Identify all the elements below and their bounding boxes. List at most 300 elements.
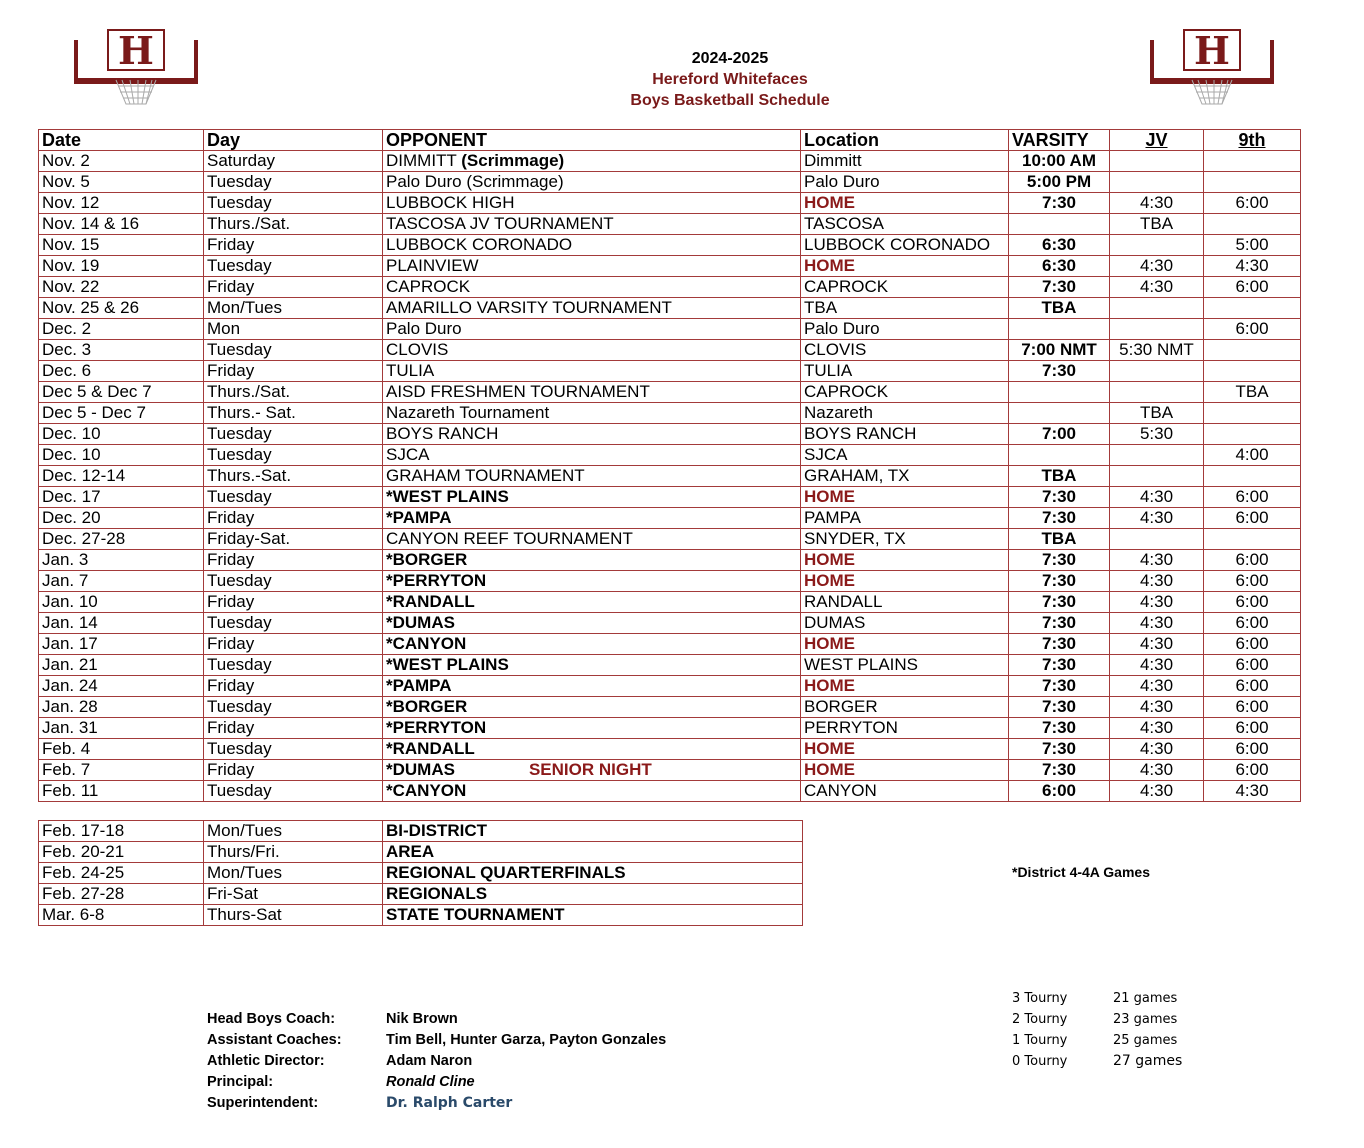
game-date: Nov. 12 — [39, 193, 204, 214]
freshman-time: 6:00 — [1204, 697, 1301, 718]
game-date: Dec. 3 — [39, 340, 204, 361]
game-date: Jan. 14 — [39, 613, 204, 634]
opponent-name: *PERRYTON — [386, 571, 487, 590]
tourny-count: 0 Tourny — [1012, 1054, 1068, 1069]
jv-time: 4:30 — [1110, 760, 1204, 781]
game-location: BOYS RANCH — [801, 424, 1009, 445]
freshman-time: 6:00 — [1204, 634, 1301, 655]
freshman-time: 6:00 — [1204, 508, 1301, 529]
game-date: Jan. 24 — [39, 676, 204, 697]
game-location: HOME — [801, 487, 1009, 508]
table-row — [39, 403, 1301, 424]
game-location: CAPROCK — [801, 277, 1009, 298]
varsity-time: 7:30 — [1009, 592, 1110, 613]
district-note: *District 4-4A Games — [1012, 864, 1150, 880]
game-opponent — [383, 277, 801, 298]
staff-list — [207, 1009, 727, 1119]
game-opponent — [383, 592, 801, 613]
game-day: Friday — [204, 361, 383, 382]
freshman-time — [1204, 403, 1301, 424]
playoff-round: AREA — [383, 842, 803, 863]
playoff-round: BI-DISTRICT — [383, 821, 803, 842]
svg-text:H: H — [118, 28, 154, 73]
opponent-name: LUBBOCK CORONADO — [386, 235, 573, 254]
game-date: Feb. 7 — [39, 760, 204, 781]
svg-text:H: H — [1194, 28, 1230, 73]
game-opponent — [383, 529, 801, 550]
playoff-date: Feb. 20-21 — [39, 842, 204, 863]
jv-time: 4:30 — [1110, 592, 1204, 613]
jv-time: TBA — [1110, 214, 1204, 235]
game-day: Friday — [204, 676, 383, 697]
playoff-day: Thurs/Fri. — [204, 842, 383, 863]
game-location: PAMPA — [801, 508, 1009, 529]
table-header-row — [39, 130, 1301, 151]
game-location: HOME — [801, 550, 1009, 571]
jv-time: 4:30 — [1110, 550, 1204, 571]
game-date: Dec. 10 — [39, 445, 204, 466]
varsity-time: 7:30 — [1009, 634, 1110, 655]
opponent-name: CANYON REEF TOURNAMENT — [386, 529, 633, 548]
games-count: 27 games — [1113, 1053, 1183, 1069]
varsity-time: 7:30 — [1009, 760, 1110, 781]
staff-role: Assistant Coaches: — [207, 1032, 342, 1048]
header-jv: JV — [1110, 130, 1204, 151]
staff-name: Nik Brown — [386, 1011, 458, 1027]
jv-time: 4:30 — [1110, 781, 1204, 802]
tourny-count: 1 Tourny — [1012, 1033, 1068, 1048]
freshman-time: 6:00 — [1204, 655, 1301, 676]
game-opponent — [383, 235, 801, 256]
game-date: Nov. 2 — [39, 151, 204, 172]
game-date: Jan. 28 — [39, 697, 204, 718]
opponent-name: TULIA — [386, 361, 435, 380]
game-opponent — [383, 298, 801, 319]
jv-time — [1110, 298, 1204, 319]
jv-time — [1110, 382, 1204, 403]
game-opponent — [383, 256, 801, 277]
playoff-row — [39, 863, 803, 884]
freshman-time: 6:00 — [1204, 550, 1301, 571]
game-opponent — [383, 613, 801, 634]
tally-row — [1012, 1051, 1182, 1072]
table-row — [39, 781, 1301, 802]
jv-time — [1110, 529, 1204, 550]
jv-time — [1110, 319, 1204, 340]
game-location: PERRYTON — [801, 718, 1009, 739]
opponent-name: Palo Duro — [386, 319, 462, 338]
freshman-time: 6:00 — [1204, 718, 1301, 739]
varsity-time: 7:30 — [1009, 718, 1110, 739]
freshman-time: 6:00 — [1204, 193, 1301, 214]
game-location: Nazareth — [801, 403, 1009, 424]
tourny-count: 3 Tourny — [1012, 991, 1068, 1006]
game-opponent — [383, 655, 801, 676]
header-9th: 9th — [1204, 130, 1301, 151]
game-opponent — [383, 697, 801, 718]
game-location: RANDALL — [801, 592, 1009, 613]
freshman-time — [1204, 340, 1301, 361]
game-location: HOME — [801, 193, 1009, 214]
game-location: Palo Duro — [801, 319, 1009, 340]
opponent-name: *WEST PLAINS — [386, 655, 509, 674]
opponent-name: *BORGER — [386, 697, 468, 716]
game-date: Dec. 10 — [39, 424, 204, 445]
jv-time: 5:30 NMT — [1110, 340, 1204, 361]
freshman-time: 6:00 — [1204, 760, 1301, 781]
table-row — [39, 256, 1301, 277]
schedule-table — [38, 129, 1301, 802]
game-date: Jan. 3 — [39, 550, 204, 571]
freshman-time — [1204, 298, 1301, 319]
tally-row — [1012, 988, 1177, 1009]
opponent-name: *PERRYTON — [386, 718, 487, 737]
playoff-row — [39, 842, 803, 863]
game-location: HOME — [801, 676, 1009, 697]
game-opponent — [383, 403, 801, 424]
game-day: Tuesday — [204, 571, 383, 592]
game-day: Tuesday — [204, 781, 383, 802]
game-opponent — [383, 760, 801, 781]
table-row — [39, 382, 1301, 403]
game-date: Dec. 6 — [39, 361, 204, 382]
freshman-time — [1204, 466, 1301, 487]
game-location: TBA — [801, 298, 1009, 319]
opponent-name: Nazareth Tournament — [386, 403, 550, 422]
table-row — [39, 277, 1301, 298]
game-day: Mon — [204, 319, 383, 340]
opponent-name: *CANYON — [386, 634, 467, 653]
game-day: Thurs./Sat. — [204, 382, 383, 403]
game-day: Thurs.- Sat. — [204, 403, 383, 424]
varsity-time: 7:30 — [1009, 697, 1110, 718]
game-location: HOME — [801, 571, 1009, 592]
table-row — [39, 319, 1301, 340]
game-day: Tuesday — [204, 172, 383, 193]
page-header — [0, 48, 1364, 111]
freshman-time: 6:00 — [1204, 571, 1301, 592]
varsity-time: 7:30 — [1009, 613, 1110, 634]
game-day: Friday — [204, 592, 383, 613]
game-opponent — [383, 571, 801, 592]
jv-time — [1110, 172, 1204, 193]
table-row — [39, 361, 1301, 382]
freshman-time: 6:00 — [1204, 319, 1301, 340]
game-day: Friday — [204, 508, 383, 529]
opponent-name: AMARILLO VARSITY TOURNAMENT — [386, 298, 672, 317]
header-opponent: OPPONENT — [383, 130, 801, 151]
opponent-name: BOYS RANCH — [386, 424, 499, 443]
game-opponent — [383, 193, 801, 214]
game-location: WEST PLAINS — [801, 655, 1009, 676]
game-day: Thurs.-Sat. — [204, 466, 383, 487]
scrimmage-label: (Scrimmage) — [461, 151, 565, 170]
table-row — [39, 508, 1301, 529]
schedule-title: Boys Basketball Schedule — [630, 92, 830, 109]
game-opponent — [383, 718, 801, 739]
opponent-name: LUBBOCK HIGH — [386, 193, 515, 212]
table-row — [39, 739, 1301, 760]
season-label: 2024-2025 — [691, 50, 769, 67]
staff-role: Athletic Director: — [207, 1053, 325, 1069]
opponent-name: GRAHAM TOURNAMENT — [386, 466, 585, 485]
freshman-time: 4:30 — [1204, 256, 1301, 277]
games-count: 23 games — [1113, 1012, 1178, 1027]
varsity-time: TBA — [1009, 466, 1110, 487]
freshman-time — [1204, 172, 1301, 193]
game-date: Jan. 7 — [39, 571, 204, 592]
game-day: Tuesday — [204, 193, 383, 214]
playoff-date: Mar. 6-8 — [39, 905, 204, 926]
playoff-round: REGIONALS — [383, 884, 803, 905]
table-row — [39, 613, 1301, 634]
varsity-time — [1009, 403, 1110, 424]
game-location: CAPROCK — [801, 382, 1009, 403]
game-day: Tuesday — [204, 697, 383, 718]
jv-time: 4:30 — [1110, 718, 1204, 739]
tourny-count: 2 Tourny — [1012, 1012, 1068, 1027]
opponent-name: *BORGER — [386, 550, 468, 569]
playoff-day: Fri-Sat — [204, 884, 383, 905]
varsity-time: 7:30 — [1009, 508, 1110, 529]
game-date: Dec. 17 — [39, 487, 204, 508]
jv-time: TBA — [1110, 403, 1204, 424]
jv-time — [1110, 235, 1204, 256]
varsity-time — [1009, 445, 1110, 466]
varsity-time — [1009, 214, 1110, 235]
freshman-time: 6:00 — [1204, 277, 1301, 298]
table-row — [39, 151, 1301, 172]
game-opponent — [383, 340, 801, 361]
table-row — [39, 487, 1301, 508]
game-day: Friday-Sat. — [204, 529, 383, 550]
table-row — [39, 529, 1301, 550]
varsity-time: 7:30 — [1009, 487, 1110, 508]
game-day: Tuesday — [204, 424, 383, 445]
table-row — [39, 172, 1301, 193]
game-date: Feb. 11 — [39, 781, 204, 802]
game-date: Feb. 4 — [39, 739, 204, 760]
game-opponent — [383, 676, 801, 697]
table-row — [39, 445, 1301, 466]
playoff-day: Mon/Tues — [204, 821, 383, 842]
jv-time — [1110, 151, 1204, 172]
game-opponent — [383, 151, 801, 172]
game-opponent — [383, 550, 801, 571]
game-day: Tuesday — [204, 613, 383, 634]
varsity-time: 7:00 — [1009, 424, 1110, 445]
playoff-day: Thurs-Sat — [204, 905, 383, 926]
table-row — [39, 571, 1301, 592]
table-row — [39, 550, 1301, 571]
game-location: LUBBOCK CORONADO — [801, 235, 1009, 256]
varsity-time: TBA — [1009, 298, 1110, 319]
game-date: Dec 5 & Dec 7 — [39, 382, 204, 403]
game-location: Palo Duro — [801, 172, 1009, 193]
game-opponent — [383, 781, 801, 802]
table-row — [39, 466, 1301, 487]
game-day: Tuesday — [204, 256, 383, 277]
game-date: Nov. 22 — [39, 277, 204, 298]
varsity-time: 7:30 — [1009, 676, 1110, 697]
header-day: Day — [204, 130, 383, 151]
opponent-name: *RANDALL — [386, 739, 475, 758]
table-row — [39, 634, 1301, 655]
staff-role: Superintendent: — [207, 1095, 319, 1111]
opponent-name: Palo Duro (Scrimmage) — [386, 172, 564, 191]
jv-time: 4:30 — [1110, 487, 1204, 508]
varsity-time: 6:00 — [1009, 781, 1110, 802]
varsity-time: 7:00 NMT — [1009, 340, 1110, 361]
game-date: Jan. 21 — [39, 655, 204, 676]
game-date: Dec. 27-28 — [39, 529, 204, 550]
game-opponent — [383, 214, 801, 235]
game-location: HOME — [801, 739, 1009, 760]
varsity-time: TBA — [1009, 529, 1110, 550]
freshman-time — [1204, 529, 1301, 550]
playoff-date: Feb. 27-28 — [39, 884, 204, 905]
game-location: Dimmitt — [801, 151, 1009, 172]
table-row — [39, 655, 1301, 676]
playoff-row — [39, 884, 803, 905]
jv-time: 4:30 — [1110, 697, 1204, 718]
freshman-time — [1204, 214, 1301, 235]
jv-time — [1110, 361, 1204, 382]
games-count: 21 games — [1113, 991, 1178, 1006]
table-row — [39, 214, 1301, 235]
staff-role: Head Boys Coach: — [207, 1011, 336, 1027]
opponent-name: CLOVIS — [386, 340, 449, 359]
varsity-time: 7:30 — [1009, 193, 1110, 214]
table-row — [39, 760, 1301, 781]
game-location: BORGER — [801, 697, 1009, 718]
varsity-time: 7:30 — [1009, 655, 1110, 676]
game-opponent — [383, 739, 801, 760]
game-location: GRAHAM, TX — [801, 466, 1009, 487]
game-opponent — [383, 445, 801, 466]
freshman-time: 6:00 — [1204, 487, 1301, 508]
jv-time: 4:30 — [1110, 256, 1204, 277]
staff-name: Tim Bell, Hunter Garza, Payton Gonzales — [386, 1032, 667, 1048]
game-date: Jan. 10 — [39, 592, 204, 613]
opponent-name: *RANDALL — [386, 592, 475, 611]
freshman-time: 6:00 — [1204, 676, 1301, 697]
jv-time: 4:30 — [1110, 676, 1204, 697]
playoff-round: REGIONAL QUARTERFINALS — [383, 863, 803, 884]
opponent-name: *DUMAS — [386, 613, 455, 632]
game-opponent — [383, 634, 801, 655]
freshman-time: 6:00 — [1204, 592, 1301, 613]
freshman-time: 6:00 — [1204, 613, 1301, 634]
jv-time: 4:30 — [1110, 655, 1204, 676]
game-day: Friday — [204, 235, 383, 256]
game-date: Nov. 14 & 16 — [39, 214, 204, 235]
staff-role: Principal: — [207, 1074, 274, 1090]
game-day: Tuesday — [204, 445, 383, 466]
game-opponent — [383, 319, 801, 340]
game-day: Mon/Tues — [204, 298, 383, 319]
opponent-name: SJCA — [386, 445, 430, 464]
game-day: Tuesday — [204, 487, 383, 508]
table-row — [39, 592, 1301, 613]
opponent-name: *CANYON — [386, 781, 467, 800]
table-row — [39, 298, 1301, 319]
game-date: Dec 5 - Dec 7 — [39, 403, 204, 424]
jv-time — [1110, 466, 1204, 487]
varsity-time: 7:30 — [1009, 277, 1110, 298]
opponent-name: *PAMPA — [386, 676, 452, 695]
game-location: HOME — [801, 760, 1009, 781]
playoff-date: Feb. 24-25 — [39, 863, 204, 884]
staff-name: Adam Naron — [386, 1053, 473, 1069]
varsity-time: 7:30 — [1009, 571, 1110, 592]
opponent-name: CAPROCK — [386, 277, 471, 296]
playoff-date: Feb. 17-18 — [39, 821, 204, 842]
game-date: Dec. 12-14 — [39, 466, 204, 487]
jv-time: 4:30 — [1110, 613, 1204, 634]
varsity-time — [1009, 319, 1110, 340]
game-opponent — [383, 382, 801, 403]
jv-time: 4:30 — [1110, 508, 1204, 529]
game-day: Saturday — [204, 151, 383, 172]
varsity-time: 6:30 — [1009, 235, 1110, 256]
game-date: Nov. 15 — [39, 235, 204, 256]
varsity-time: 5:00 PM — [1009, 172, 1110, 193]
game-opponent — [383, 361, 801, 382]
game-location: HOME — [801, 256, 1009, 277]
team-name: Hereford Whitefaces — [652, 71, 808, 88]
game-location: DUMAS — [801, 613, 1009, 634]
playoff-table — [38, 820, 803, 926]
varsity-time — [1009, 382, 1110, 403]
playoff-day: Mon/Tues — [204, 863, 383, 884]
tournament-tally — [1012, 988, 1212, 1078]
jv-time: 4:30 — [1110, 634, 1204, 655]
jv-time — [1110, 445, 1204, 466]
game-day: Thurs./Sat. — [204, 214, 383, 235]
game-day: Friday — [204, 718, 383, 739]
freshman-time: 5:00 — [1204, 235, 1301, 256]
game-day: Tuesday — [204, 739, 383, 760]
game-date: Jan. 31 — [39, 718, 204, 739]
staff-name: Ronald Cline — [386, 1074, 475, 1090]
game-day: Tuesday — [204, 340, 383, 361]
freshman-time: 4:00 — [1204, 445, 1301, 466]
staff-name: Dr. Ralph Carter — [386, 1095, 513, 1111]
playoff-row — [39, 905, 803, 926]
header-location: Location — [801, 130, 1009, 151]
playoff-round: STATE TOURNAMENT — [383, 905, 803, 926]
freshman-time: TBA — [1204, 382, 1301, 403]
table-row — [39, 235, 1301, 256]
game-opponent — [383, 508, 801, 529]
varsity-time: 6:30 — [1009, 256, 1110, 277]
header-varsity: VARSITY — [1009, 130, 1110, 151]
freshman-time — [1204, 361, 1301, 382]
opponent-name: TASCOSA JV TOURNAMENT — [386, 214, 614, 233]
game-date: Nov. 5 — [39, 172, 204, 193]
table-row — [39, 193, 1301, 214]
game-location: CANYON — [801, 781, 1009, 802]
game-date: Nov. 19 — [39, 256, 204, 277]
table-row — [39, 424, 1301, 445]
game-day: Friday — [204, 760, 383, 781]
table-row — [39, 718, 1301, 739]
game-location: SJCA — [801, 445, 1009, 466]
game-location: SNYDER, TX — [801, 529, 1009, 550]
game-location: TASCOSA — [801, 214, 1009, 235]
playoff-row — [39, 821, 803, 842]
